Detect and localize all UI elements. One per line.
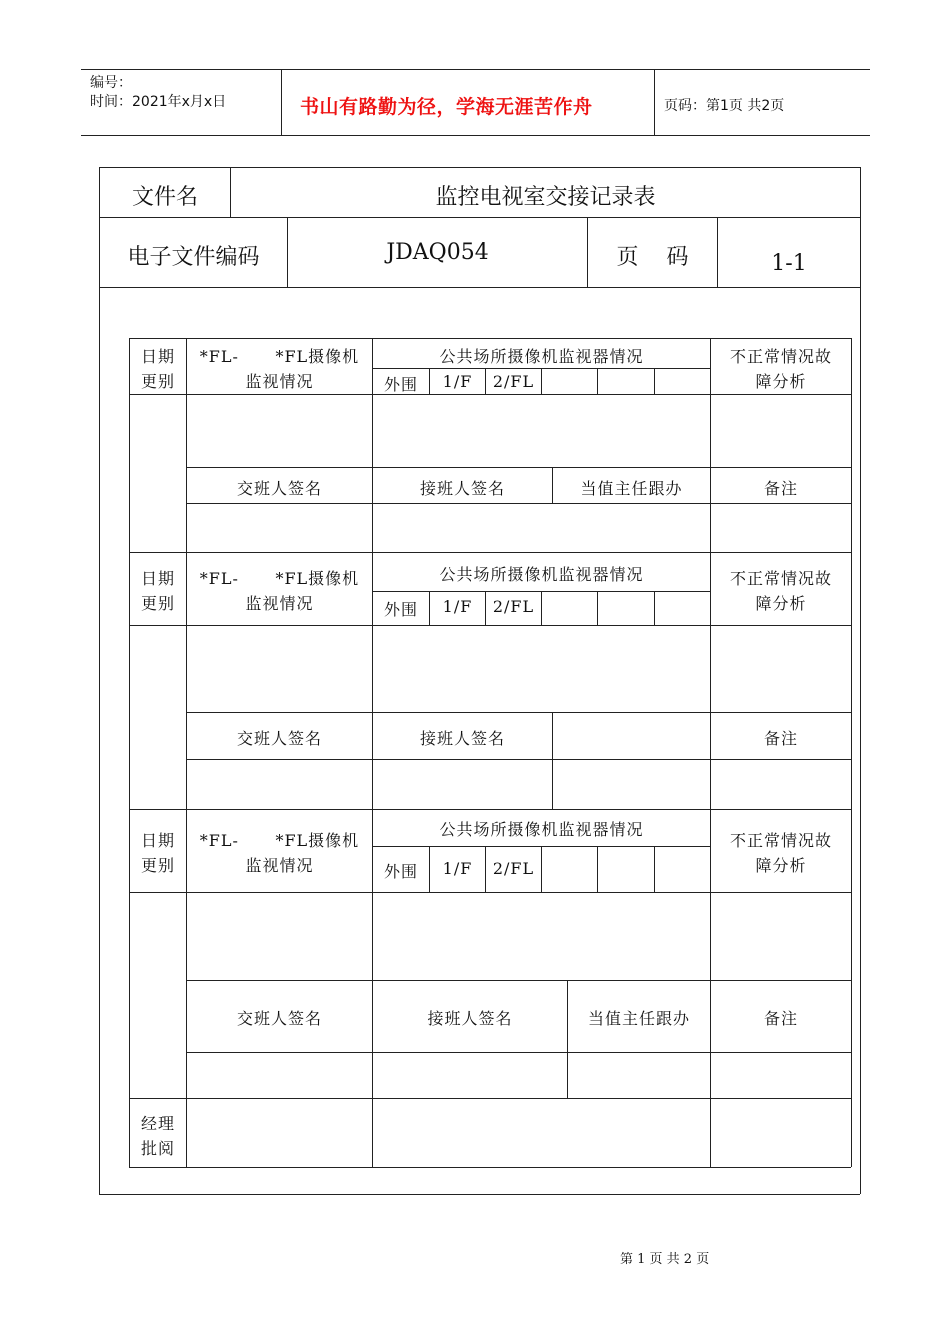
camera-label: *FL- *FL摄像机: [199, 831, 360, 850]
handover-signature-label: 交班人签名: [236, 1009, 322, 1028]
sub-col-2fl: 2/FL: [492, 597, 535, 616]
handover-signature-label: 交班人签名: [236, 479, 322, 498]
shift-label: 更别: [140, 594, 175, 613]
camera-label: *FL- *FL摄像机: [199, 347, 360, 366]
public-camera-label: 公共场所摄像机监视器情况: [439, 820, 644, 839]
camera-label: *FL- *FL摄像机: [199, 569, 360, 588]
camera-monitor-label: 监视情况: [245, 372, 314, 391]
sub-col-outer: 外围: [383, 375, 418, 394]
page-value: 1-1: [771, 251, 807, 276]
abnormal-label-2: 障分析: [755, 856, 807, 875]
remark-label: 备注: [763, 1009, 798, 1028]
date-label: 日期: [140, 831, 175, 850]
code-value: JDAQ054: [386, 240, 489, 265]
remark-label: 备注: [763, 479, 798, 498]
takeover-signature-label: 接班人签名: [419, 479, 505, 498]
document-time: 时间：2021年x月x日: [90, 94, 227, 110]
abnormal-label: 不正常情况故: [729, 569, 832, 588]
code-label: 电子文件编码: [127, 245, 260, 270]
sub-col-2fl: 2/FL: [492, 859, 535, 878]
file-name-value: 监控电视室交接记录表: [435, 185, 656, 210]
public-camera-label: 公共场所摄像机监视器情况: [439, 347, 644, 366]
sub-col-1f: 1/F: [442, 597, 473, 616]
sub-col-1f: 1/F: [442, 859, 473, 878]
camera-monitor-label: 监视情况: [245, 594, 314, 613]
sub-col-outer: 外围: [383, 862, 418, 881]
shift-label: 更别: [140, 372, 175, 391]
sub-col-1f: 1/F: [442, 372, 473, 391]
handover-signature-label: 交班人签名: [236, 729, 322, 748]
duty-director-label: 当值主任跟办: [580, 479, 683, 498]
takeover-signature-label: 接班人签名: [419, 729, 505, 748]
page-label: 页 码: [616, 245, 689, 270]
takeover-signature-label: 接班人签名: [427, 1009, 513, 1028]
header-slogan: 书山有路勤为径，学海无涯苦作舟: [300, 96, 593, 118]
date-label: 日期: [140, 347, 175, 366]
file-name-label: 文件名: [131, 185, 198, 210]
document-number-label: 编号：: [90, 75, 132, 91]
manager-label: 经理: [140, 1114, 175, 1133]
duty-director-label: 当值主任跟办: [587, 1009, 690, 1028]
public-camera-label: 公共场所摄像机监视器情况: [439, 565, 644, 584]
header-page-info: 页码：第1页 共2页: [664, 98, 785, 114]
sub-col-outer: 外围: [383, 600, 418, 619]
abnormal-label: 不正常情况故: [729, 347, 832, 366]
remark-label: 备注: [763, 729, 798, 748]
date-label: 日期: [140, 569, 175, 588]
abnormal-label-2: 障分析: [755, 594, 807, 613]
camera-monitor-label: 监视情况: [245, 856, 314, 875]
review-label: 批阅: [140, 1139, 175, 1158]
shift-label: 更别: [140, 856, 175, 875]
footer-page-number: 第 1 页 共 2 页: [620, 1252, 710, 1267]
abnormal-label: 不正常情况故: [729, 831, 832, 850]
abnormal-label-2: 障分析: [755, 372, 807, 391]
sub-col-2fl: 2/FL: [492, 372, 535, 391]
